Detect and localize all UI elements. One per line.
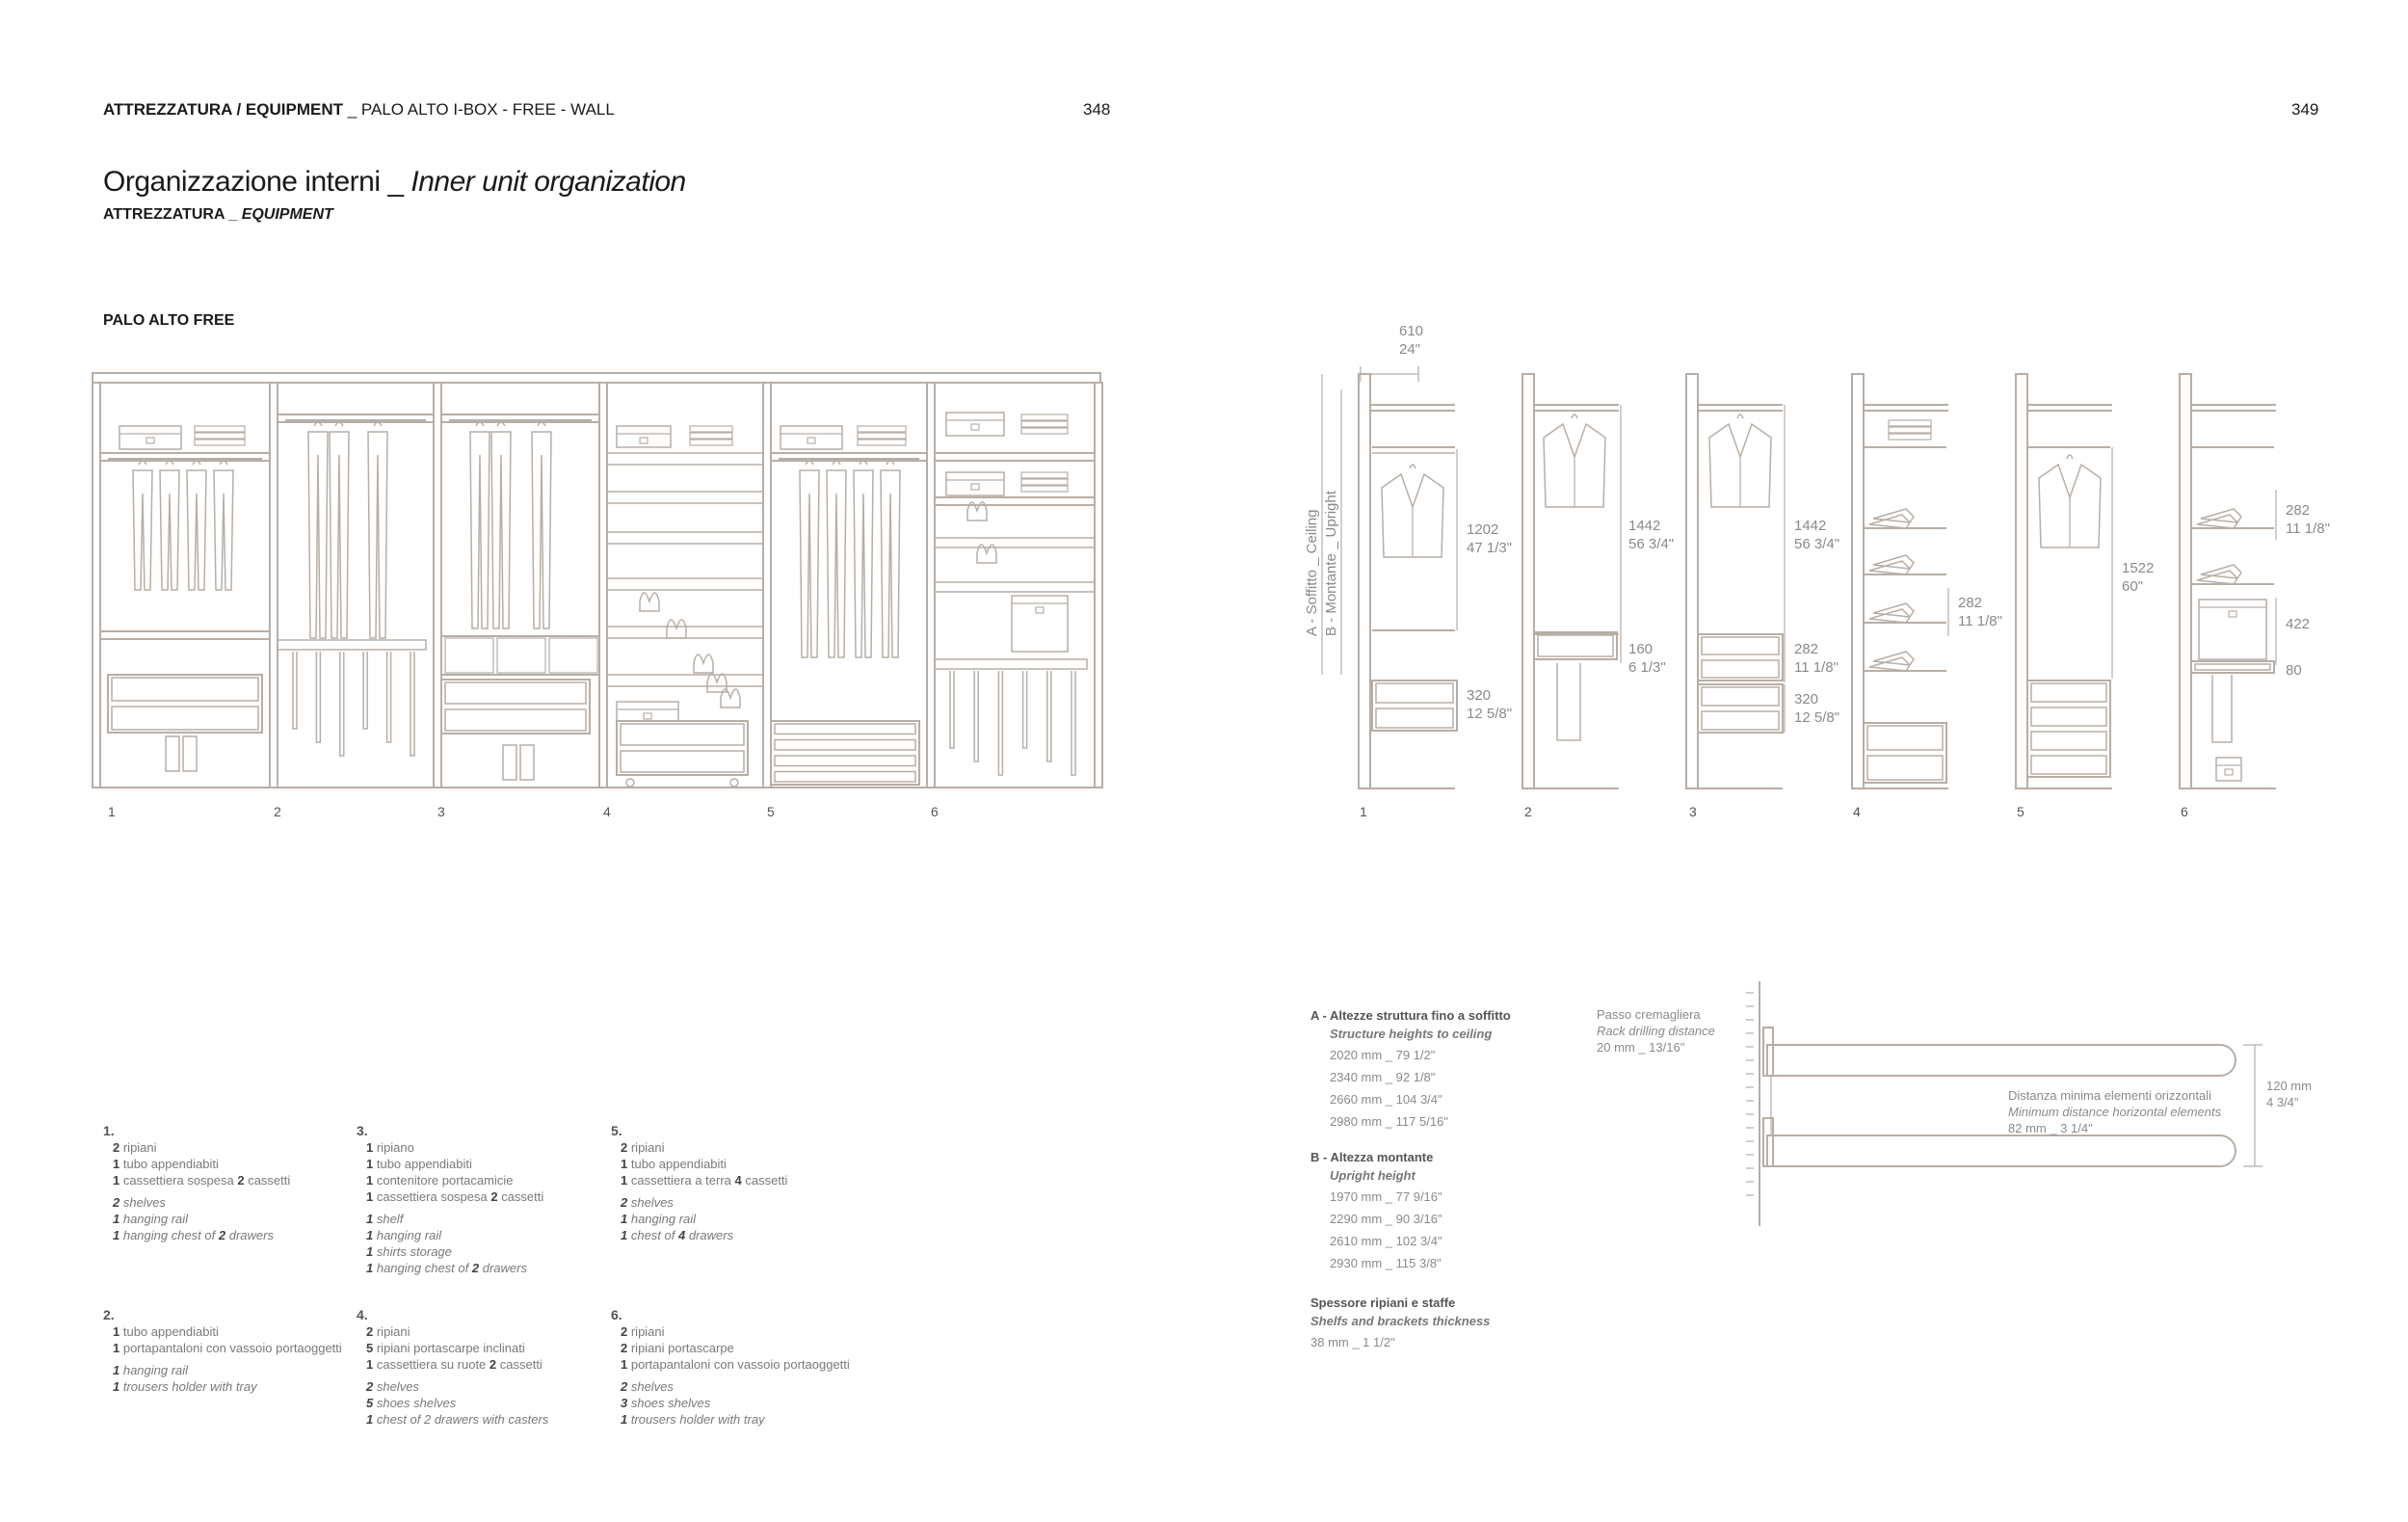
subtitle-text: ATTREZZATURA _ bbox=[103, 206, 242, 223]
right-unit-number: 1 bbox=[1360, 804, 1367, 819]
garment-icon bbox=[187, 461, 206, 590]
left-unit-number: 4 bbox=[603, 804, 611, 819]
shoe-shelf bbox=[935, 538, 1095, 547]
description-line: 3 shoes shelves bbox=[621, 1396, 711, 1410]
trousers bbox=[1047, 671, 1051, 761]
description-line: 5 ripiani portascarpe inclinati bbox=[366, 1341, 525, 1355]
right-unit-number: 3 bbox=[1689, 804, 1697, 819]
trousers-holder-frame bbox=[278, 640, 426, 650]
chest-body bbox=[1698, 634, 1783, 681]
description-4 bbox=[357, 1307, 607, 1428]
linen-layer bbox=[1889, 427, 1931, 433]
description-line: 1 contenitore portacamicie bbox=[366, 1173, 514, 1188]
storage-box-icon bbox=[946, 413, 1004, 436]
description-number: 5. bbox=[611, 1123, 622, 1138]
box-handle bbox=[1036, 607, 1044, 613]
side-upright bbox=[1359, 374, 1370, 788]
shirt-compartment bbox=[445, 638, 493, 673]
box-handle bbox=[640, 438, 648, 443]
description-line: 1 trousers holder with tray bbox=[113, 1379, 257, 1394]
upright-panel bbox=[270, 383, 278, 788]
garment-icon bbox=[330, 422, 349, 638]
top-panel bbox=[93, 373, 1100, 383]
drawer bbox=[1867, 726, 1943, 750]
shoe-shelf bbox=[607, 675, 763, 686]
dim-u1-upper: 1202 47 1/3" bbox=[1467, 521, 1513, 556]
description-line: 1 hanging rail bbox=[113, 1212, 189, 1226]
trousers bbox=[363, 652, 367, 729]
chest-body bbox=[2191, 661, 2274, 673]
drawer bbox=[775, 756, 915, 766]
drawer bbox=[1376, 683, 1453, 703]
drawer bbox=[1702, 637, 1779, 654]
dim-side-a: A - Soffitto _ Ceiling bbox=[1304, 509, 1320, 636]
dim-u3-mid: 282 11 1/8" bbox=[1794, 641, 1839, 676]
dim-u6-upper: 282 11 1/8" bbox=[2286, 502, 2330, 537]
floor-chest bbox=[2027, 681, 2110, 777]
trousers bbox=[974, 671, 978, 761]
linen-layer bbox=[1021, 421, 1068, 427]
box-handle bbox=[146, 438, 154, 443]
spec-a-title: A - Altezze struttura fino a soffitto bbox=[1310, 1008, 1511, 1023]
folded-linen-icon bbox=[1021, 472, 1068, 492]
side-upright bbox=[2180, 374, 2191, 788]
linen-layer bbox=[690, 440, 732, 445]
shoe-icon bbox=[667, 620, 686, 638]
linen-layer bbox=[195, 426, 245, 432]
jacket-icon bbox=[1709, 414, 1771, 507]
drawer bbox=[621, 751, 744, 772]
trousers bbox=[340, 652, 344, 756]
garment-icon bbox=[532, 422, 551, 628]
chest-body bbox=[1372, 681, 1457, 731]
drawer bbox=[1702, 660, 1779, 678]
garment-icon bbox=[308, 422, 328, 638]
boots-icon bbox=[503, 745, 534, 780]
storage-box-icon bbox=[2216, 758, 2241, 781]
drawer bbox=[112, 707, 258, 730]
description-line: 1 tubo appendiabiti bbox=[366, 1157, 472, 1171]
description-line: 1 tubo appendiabiti bbox=[113, 1324, 219, 1339]
left-unit-number: 6 bbox=[931, 804, 939, 819]
storage-box-icon bbox=[1012, 596, 1068, 652]
caster bbox=[730, 779, 738, 787]
description-line: 1 hanging rail bbox=[113, 1363, 189, 1377]
description-line: 1 portapantaloni con vassoio portaoggetti bbox=[113, 1341, 342, 1355]
description-line: 1 shelf bbox=[366, 1212, 404, 1226]
description-line: 1 cassettiera sospesa 2 cassetti bbox=[113, 1173, 291, 1188]
shirt-compartment bbox=[549, 638, 597, 673]
description-line: 1 chest of 2 drawers with casters bbox=[366, 1412, 549, 1427]
caster bbox=[626, 779, 634, 787]
box-body bbox=[1012, 596, 1068, 652]
chest-body bbox=[2027, 681, 2110, 777]
shoe-shelf bbox=[607, 453, 763, 465]
linen-layer bbox=[195, 440, 245, 445]
box-handle bbox=[644, 713, 651, 719]
linen-layer bbox=[1021, 472, 1068, 478]
description-line: 1 trousers holder with tray bbox=[621, 1412, 765, 1427]
page-number-right: 349 bbox=[2291, 100, 2319, 119]
linen-layer bbox=[858, 440, 906, 445]
drawer bbox=[2031, 708, 2106, 726]
shoe-icon bbox=[694, 654, 713, 673]
linen-layer bbox=[1021, 414, 1068, 420]
box-body bbox=[617, 702, 678, 721]
trousers bbox=[293, 652, 297, 729]
chest-with-casters bbox=[1864, 723, 1946, 783]
jacket-icon bbox=[2039, 455, 2101, 547]
garment-icon bbox=[368, 422, 387, 638]
lower-shelf bbox=[1767, 1135, 2236, 1166]
side-tray bbox=[2191, 661, 2274, 673]
dim-u2-lower: 160 6 1/3" bbox=[1628, 641, 1666, 676]
header-section-rest: _ PALO ALTO I-BOX - FREE - WALL bbox=[343, 100, 615, 119]
garment-icon bbox=[827, 461, 846, 657]
linen-layer bbox=[1889, 434, 1931, 440]
chest-body bbox=[108, 675, 262, 733]
shoe-shelf bbox=[607, 492, 763, 503]
dim-u1-lower: 320 12 5/8" bbox=[1467, 687, 1513, 722]
folded-linen-icon bbox=[858, 426, 906, 445]
folded-linen-icon bbox=[195, 426, 245, 445]
side-upright bbox=[1686, 374, 1698, 788]
box-handle bbox=[971, 484, 979, 490]
drawer bbox=[445, 682, 586, 704]
spec-b-value: 2610 mm _ 102 3/4" bbox=[1330, 1234, 1442, 1248]
linen-layer bbox=[1021, 486, 1068, 492]
box-handle bbox=[2225, 769, 2233, 775]
garment-icon bbox=[881, 461, 900, 657]
drawer bbox=[621, 724, 744, 745]
shoe-shelf bbox=[607, 627, 763, 638]
side-tray bbox=[1534, 632, 1617, 659]
chest-with-casters bbox=[617, 721, 748, 775]
trousers-holder-frame bbox=[935, 659, 1087, 669]
right-unit-number: 5 bbox=[2017, 804, 2024, 819]
side-upright bbox=[2016, 374, 2027, 788]
drawer bbox=[1702, 711, 1779, 730]
dim-side-b: B - Montante _ Upright bbox=[1323, 491, 1339, 636]
chest-body bbox=[441, 680, 590, 734]
jacket-icon bbox=[1544, 414, 1605, 507]
description-line: 1 portapantaloni con vassoio portaoggetti bbox=[621, 1357, 850, 1372]
left-unit-number: 5 bbox=[767, 804, 775, 819]
spec-a-subtitle: Structure heights to ceiling bbox=[1330, 1027, 1493, 1041]
upright-panel bbox=[927, 383, 935, 788]
side-upright bbox=[1852, 374, 1864, 788]
linen-layer bbox=[1889, 420, 1931, 426]
spec-a-value: 2020 mm _ 79 1/2" bbox=[1330, 1048, 1436, 1062]
hanging-chest bbox=[108, 675, 262, 733]
spec-a-value: 2980 mm _ 117 5/16" bbox=[1330, 1114, 1448, 1129]
linen-layer bbox=[195, 433, 245, 439]
shoe-shelf bbox=[935, 582, 1095, 592]
garment-icon bbox=[160, 461, 179, 590]
garment-icon bbox=[800, 461, 819, 657]
linen-layer bbox=[690, 426, 732, 432]
description-line: 2 shelves bbox=[621, 1195, 674, 1210]
storage-box-icon bbox=[781, 426, 842, 449]
description-line: 1 shirts storage bbox=[366, 1244, 452, 1259]
right-unit-number: 6 bbox=[2181, 804, 2188, 819]
upright-panel bbox=[763, 383, 771, 788]
rack-distance-label: Distanza minima elementi orizzontali Minimum distance horizontal elements 82 mm _ 3 1/4" bbox=[2008, 1088, 2222, 1135]
trousers bbox=[1072, 671, 1075, 775]
garment-icon bbox=[491, 422, 511, 628]
description-line: 1 tubo appendiabiti bbox=[621, 1157, 727, 1171]
drawer bbox=[1376, 708, 1453, 728]
header-section-bold: ATTREZZATURA / EQUIPMENT bbox=[103, 100, 343, 119]
spec-b-title: B - Altezza montante bbox=[1310, 1150, 1434, 1164]
description-number: 4. bbox=[357, 1307, 368, 1322]
shoe-pair-icon bbox=[2197, 509, 2241, 528]
description-line: 2 ripiani bbox=[621, 1324, 665, 1339]
left-unit-number: 1 bbox=[108, 804, 116, 819]
description-line: 1 ripiano bbox=[366, 1140, 414, 1155]
box-body bbox=[617, 426, 671, 447]
drawer bbox=[2031, 732, 2106, 750]
trousers bbox=[2212, 675, 2232, 742]
chest-body bbox=[1534, 632, 1617, 659]
spec-a-value: 2340 mm _ 92 1/8" bbox=[1330, 1070, 1436, 1084]
storage-box-icon bbox=[2199, 600, 2266, 659]
description-number: 2. bbox=[103, 1307, 115, 1322]
description-line: 2 shelves bbox=[621, 1379, 674, 1394]
linen-layer bbox=[858, 433, 906, 439]
drawer bbox=[775, 772, 915, 783]
description-line: 5 shoes shelves bbox=[366, 1396, 457, 1410]
spec-c-value: 38 mm _ 1 1/2" bbox=[1310, 1335, 1395, 1349]
description-line: 2 ripiani bbox=[621, 1140, 665, 1155]
garment-icon bbox=[214, 461, 233, 590]
left-unit-number: 3 bbox=[437, 804, 445, 819]
trousers-holder bbox=[278, 640, 426, 756]
trousers bbox=[410, 652, 414, 756]
drawer bbox=[1867, 756, 1943, 780]
linen-layer bbox=[690, 433, 732, 439]
upright-panel bbox=[434, 383, 441, 788]
shoe-pair-icon bbox=[1869, 555, 1914, 574]
shirt-compartment bbox=[497, 638, 545, 673]
upright-panel bbox=[1095, 383, 1102, 788]
shoe-shelf bbox=[607, 578, 763, 590]
spec-c-title: Spessore ripiani e staffe bbox=[1310, 1295, 1456, 1310]
spec-c-subtitle: Shelfs and brackets thickness bbox=[1310, 1314, 1491, 1328]
description-line: 1 cassettiera a terra 4 cassetti bbox=[621, 1173, 788, 1188]
description-line: 1 tubo appendiabiti bbox=[113, 1157, 219, 1171]
right-unit-number: 2 bbox=[1524, 804, 1532, 819]
description-6 bbox=[611, 1307, 861, 1428]
folded-linen-icon bbox=[1021, 414, 1068, 434]
storage-box-icon bbox=[617, 426, 671, 447]
spec-list bbox=[1310, 1006, 1511, 1351]
chest-body bbox=[617, 721, 748, 775]
hanging-chest bbox=[441, 680, 590, 734]
box-body bbox=[2199, 600, 2266, 659]
dim-top-width: 610 24" bbox=[1399, 323, 1424, 358]
drawer bbox=[445, 709, 586, 731]
storage-box-icon bbox=[946, 472, 1004, 495]
folded-linen-icon bbox=[690, 426, 732, 445]
rack-height-label: 120 mm 4 3/4" bbox=[2266, 1079, 2312, 1109]
description-1 bbox=[103, 1123, 344, 1243]
spec-b-subtitle: Upright height bbox=[1330, 1168, 1416, 1183]
dim-u5-upper: 1522 60" bbox=[2122, 560, 2155, 595]
description-line: 2 shelves bbox=[113, 1195, 166, 1210]
dim-u3-lower: 320 12 5/8" bbox=[1794, 691, 1840, 726]
trousers bbox=[387, 652, 391, 742]
drawer bbox=[1702, 687, 1779, 706]
shoe-shelf bbox=[607, 532, 763, 544]
spec-b-value: 1970 mm _ 77 9/16" bbox=[1330, 1189, 1442, 1204]
shoe-pair-icon bbox=[1869, 509, 1914, 528]
storage-box-icon bbox=[119, 426, 181, 449]
box-handle bbox=[2229, 611, 2236, 617]
description-5 bbox=[611, 1123, 861, 1243]
description-line: 1 hanging chest of 2 drawers bbox=[366, 1261, 527, 1275]
upright-panel bbox=[93, 383, 100, 788]
right-unit-number: 4 bbox=[1853, 804, 1861, 819]
title-main-italic: Inner unit organization bbox=[410, 166, 686, 198]
trousers bbox=[950, 671, 954, 748]
floor-chest bbox=[771, 721, 919, 785]
shirt-storage bbox=[1698, 634, 1783, 681]
chest-body bbox=[1698, 684, 1783, 733]
drawer bbox=[2195, 664, 2270, 670]
description-number: 6. bbox=[611, 1307, 622, 1322]
dim-u4-mid: 282 11 1/8" bbox=[1958, 595, 2002, 629]
description-number: 3. bbox=[357, 1123, 368, 1138]
dim-u2-upper: 1442 56 3/4" bbox=[1628, 518, 1675, 552]
dim-u6-mid: 422 bbox=[2286, 616, 2311, 632]
description-number: 1. bbox=[103, 1123, 115, 1138]
description-line: 1 chest of 4 drawers bbox=[621, 1228, 734, 1242]
dim-u3-upper: 1442 56 3/4" bbox=[1794, 518, 1840, 552]
dim-u6-lower: 80 bbox=[2286, 662, 2302, 679]
shirt-storage bbox=[441, 636, 599, 675]
garment-icon bbox=[470, 422, 490, 628]
upright-panel bbox=[599, 383, 607, 788]
spec-b-value: 2930 mm _ 115 3/8" bbox=[1330, 1256, 1442, 1270]
storage-box-icon bbox=[617, 702, 678, 721]
drawer bbox=[775, 724, 915, 734]
left-unit-number: 2 bbox=[274, 804, 281, 819]
description-line: 1 cassettiera su ruote 2 cassetti bbox=[366, 1357, 542, 1372]
trousers bbox=[1023, 671, 1027, 748]
subtitle-italic: EQUIPMENT bbox=[241, 206, 333, 223]
drawer bbox=[1538, 635, 1613, 656]
drawer bbox=[2031, 756, 2106, 774]
linen-layer bbox=[1021, 479, 1068, 485]
description-line: 2 ripiani portascarpe bbox=[621, 1341, 734, 1355]
box-handle bbox=[971, 424, 979, 430]
upper-shelf bbox=[1767, 1045, 2236, 1076]
jacket-icon bbox=[1382, 465, 1443, 557]
linen-layer bbox=[1021, 428, 1068, 434]
title-main: Organizzazione interni _ bbox=[103, 166, 411, 198]
trousers bbox=[316, 652, 320, 742]
rack-label: Passo cremagliera Rack drilling distance 20 mm _ 13/16" bbox=[1597, 1007, 1715, 1055]
side-upright bbox=[1522, 374, 1534, 788]
spec-b-value: 2290 mm _ 90 3/16" bbox=[1330, 1212, 1442, 1226]
boots-icon bbox=[166, 736, 197, 771]
description-line: 1 cassettiera sospesa 2 cassetti bbox=[366, 1189, 544, 1204]
drawer bbox=[2031, 683, 2106, 702]
side-chest bbox=[1698, 684, 1783, 733]
page-number-left: 348 bbox=[1083, 100, 1111, 119]
spec-a-value: 2660 mm _ 104 3/4" bbox=[1330, 1092, 1442, 1107]
garment-icon bbox=[854, 461, 873, 657]
description-line: 2 ripiani bbox=[366, 1324, 410, 1339]
chest-body bbox=[771, 721, 919, 785]
description-2 bbox=[103, 1307, 354, 1395]
front-elevation bbox=[93, 373, 1102, 788]
drawer bbox=[775, 740, 915, 751]
trousers-holder bbox=[935, 659, 1087, 775]
description-line: 2 shelves bbox=[366, 1379, 419, 1394]
chest-body bbox=[1864, 723, 1946, 783]
section-label: PALO ALTO FREE bbox=[103, 312, 235, 329]
shoe-pair-icon bbox=[1869, 652, 1914, 671]
shoe-icon bbox=[640, 593, 659, 611]
description-line: 2 ripiani bbox=[113, 1140, 157, 1155]
shoe-pair-icon bbox=[2197, 565, 2241, 584]
linen-layer bbox=[858, 426, 906, 432]
description-line: 1 hanging chest of 2 drawers bbox=[113, 1228, 274, 1242]
shoe-pair-icon bbox=[1869, 603, 1914, 623]
side-chest bbox=[1372, 681, 1457, 731]
folded-linen-icon bbox=[1889, 420, 1931, 440]
garment-icon bbox=[133, 461, 152, 590]
trousers bbox=[1557, 663, 1580, 740]
drawer bbox=[112, 678, 258, 701]
description-line: 1 hanging rail bbox=[621, 1212, 697, 1226]
box-handle bbox=[807, 438, 815, 443]
description-line: 1 hanging rail bbox=[366, 1228, 442, 1242]
trousers bbox=[998, 671, 1002, 775]
description-3 bbox=[357, 1123, 607, 1276]
